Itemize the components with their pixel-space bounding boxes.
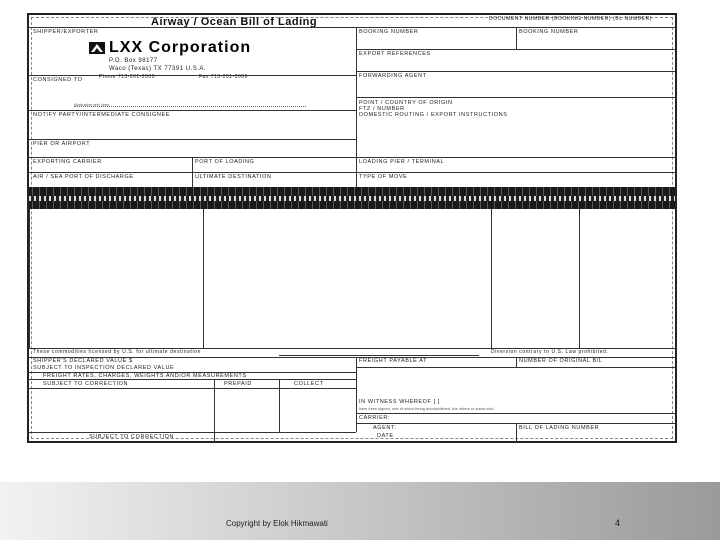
column-divider — [356, 27, 357, 157]
row-divider — [29, 157, 675, 158]
row-divider — [29, 110, 356, 111]
declared-value-label: SHIPPER'S DECLARED VALUE $ — [33, 358, 133, 364]
company-phone: Phone 713-201-2000 — [99, 74, 155, 80]
domestic-routing-label: DOMESTIC ROUTING / EXPORT INSTRUCTIONS — [359, 112, 508, 118]
bl-number-bottom-label: BILL OF LADING NUMBER — [519, 425, 600, 431]
subject-to-correction-label: SUBJECT TO CORRECTION — [43, 381, 129, 387]
column-divider — [516, 27, 517, 49]
doc-number-label: DOCUMENT NUMBER (BOOKING NUMBER) (BL NUMBER) — [489, 16, 653, 22]
row-divider — [356, 413, 675, 414]
placeholder-text-line: Illustrative text lines — [74, 103, 110, 107]
column-divider — [279, 379, 280, 432]
notify-party-label: NOTIFY PARTY/INTERMEDIATE CONSIGNEE — [33, 112, 171, 118]
row-divider — [29, 172, 675, 173]
witness-label: IN WITNESS WHEREOF [ ] — [359, 399, 441, 405]
row-divider — [29, 139, 356, 140]
company-name: LXX Corporation — [109, 39, 252, 56]
ultimate-destination-label: ULTIMATE DESTINATION — [195, 174, 272, 180]
placeholder-line — [74, 106, 306, 107]
column-divider — [29, 209, 30, 349]
company-fax: Fax 713-201-2000 — [199, 74, 248, 80]
ftz-number-label: FTZ / NUMBER — [359, 106, 405, 112]
point-country-origin-label: POINT / COUNTRY OF ORIGIN — [359, 100, 453, 106]
column-divider — [203, 209, 204, 349]
bl-number-label: BOOKING NUMBER — [519, 29, 579, 35]
type-of-move-label: TYPE OF MOVE — [359, 174, 408, 180]
commodities-statement: These commodities licensed by U.S. for ultimate destination — [33, 349, 201, 355]
forwarding-agent-label: FORWARDING AGENT — [359, 73, 427, 79]
column-divider — [214, 379, 215, 432]
witness-text: have been signed, one of which being accomplished, the others to stand void. — [359, 407, 495, 411]
row-divider — [29, 432, 356, 433]
diversion-statement: Diversion contrary to U.S. Law prohibited. — [491, 349, 609, 355]
row-divider — [29, 388, 356, 389]
inspection-label: SUBJECT TO INSPECTION DECLARED VALUE — [33, 365, 175, 371]
collect-label: COLLECT — [294, 381, 324, 387]
export-references-label: EXPORT REFERENCES — [359, 51, 431, 57]
exporting-carrier-label: EXPORTING CARRIER — [33, 159, 102, 165]
port-of-loading-label: PORT OF LOADING — [195, 159, 255, 165]
column-divider — [516, 423, 517, 443]
row-divider — [356, 367, 675, 368]
discharge-port-label: AIR / SEA PORT OF DISCHARGE — [33, 174, 134, 180]
original-bl-label: NUMBER OF ORIGINAL B/L — [519, 358, 603, 364]
column-divider — [579, 209, 580, 349]
commodity-header-band — [29, 187, 675, 209]
form-title: Airway / Ocean Bill of Lading — [151, 16, 318, 28]
prepaid-label: PREPAID — [224, 381, 252, 387]
date-label: DATE — [377, 433, 394, 439]
row-divider — [29, 75, 356, 76]
column-divider — [356, 357, 357, 432]
agent-label: AGENT: — [373, 425, 397, 431]
column-divider — [491, 209, 492, 349]
loading-pier-label: LOADING PIER / TERMINAL — [359, 159, 445, 165]
row-divider — [29, 379, 356, 380]
row-divider — [356, 49, 675, 50]
carrier-label: CARRIER: — [359, 415, 391, 421]
freight-rates-label: FREIGHT RATES, CHARGES, WEIGHTS AND/OR MEASUREMENTS — [43, 373, 247, 379]
booking-number-label: BOOKING NUMBER — [359, 29, 419, 35]
company-city: Waco (Texas) TX 77391 U.S.A. — [109, 66, 207, 72]
shipper-label: SHIPPER/EXPORTER — [33, 29, 99, 35]
freight-payable-label: FREIGHT PAYABLE AT — [359, 358, 428, 364]
page-number: 4 — [615, 518, 621, 528]
column-divider — [214, 432, 215, 443]
destination-line — [279, 355, 479, 356]
footer-bar — [0, 482, 720, 540]
consigned-to-label: CONSIGNED TO — [33, 77, 83, 83]
subject-to-correction-bottom: SUBJECT TO CORRECTION — [89, 434, 175, 440]
pier-airport-label: PIER OR AIRPORT — [33, 141, 91, 147]
row-divider — [356, 97, 675, 98]
row-divider — [29, 27, 675, 28]
row-divider — [356, 71, 675, 72]
company-logo-icon — [89, 42, 105, 54]
copyright-text: Copyright by Elok Hikmawati — [226, 519, 328, 528]
bill-of-lading-form — [27, 13, 677, 443]
company-po-box: P.O. Box 98177 — [109, 58, 158, 64]
column-divider — [516, 357, 517, 367]
